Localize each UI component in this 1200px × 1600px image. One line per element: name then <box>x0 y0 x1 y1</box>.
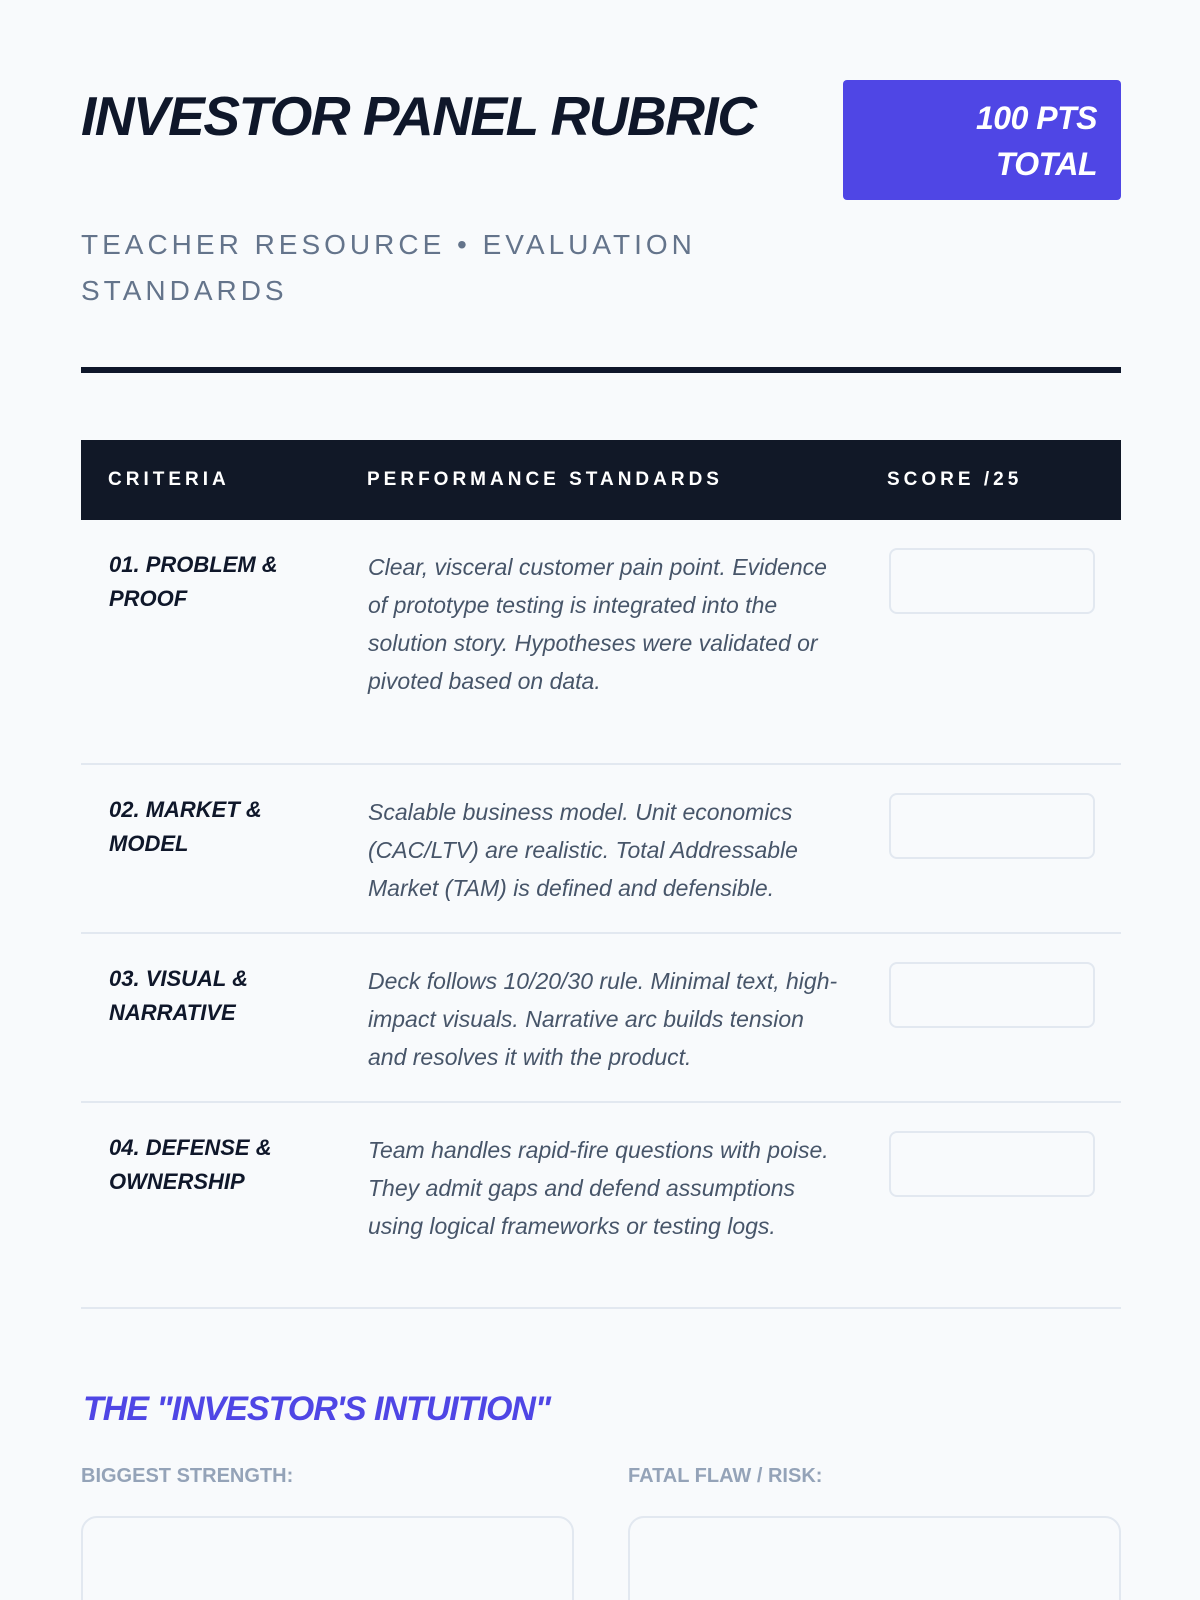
score-input[interactable] <box>889 1131 1095 1197</box>
criteria-cell: 01. PROBLEM & PROOF <box>109 552 278 611</box>
score-input[interactable] <box>889 793 1095 859</box>
page-subtitle: TEACHER RESOURCE • EVALUATION STANDARDS <box>81 229 696 306</box>
header-divider <box>81 367 1121 373</box>
biggest-strength-label: BIGGEST STRENGTH: <box>81 1465 294 1487</box>
fatal-flaw-field[interactable] <box>628 1516 1121 1600</box>
header <box>81 80 1121 310</box>
rubric-page <box>81 0 1121 1600</box>
table-row <box>81 934 1121 1103</box>
criteria-cell: 04. DEFENSE & OWNERSHIP <box>109 1135 272 1194</box>
table-row <box>81 765 1121 934</box>
standard-cell: Deck follows 10/20/30 rule. Minimal text, high-impact visuals. Narrative arc builds tension and resolves it with the product. <box>368 968 838 1070</box>
standard-cell: Scalable business model. Unit economics (CAC/LTV) are realistic. Total Addressable Market (TAM) is defined and defensible. <box>368 799 798 901</box>
fatal-flaw-label: FATAL FLAW / RISK: <box>628 1465 823 1487</box>
table-row <box>81 520 1121 765</box>
criteria-cell: 03. VISUAL & NARRATIVE <box>109 966 248 1025</box>
total-points-badge <box>843 80 1121 200</box>
score-input[interactable] <box>889 962 1095 1028</box>
intuition-section-title: THE "INVESTOR'S INTUITION" <box>83 1390 551 1428</box>
standard-cell: Clear, visceral customer pain point. Evidence of prototype testing is integrated into the solution story. Hypotheses were validated or pivoted based on data. <box>368 554 827 694</box>
table-row <box>81 1103 1121 1309</box>
criteria-cell: 02. MARKET & MODEL <box>109 797 262 856</box>
column-header-score: SCORE /25 <box>887 469 1023 490</box>
badge-points: 100 PTS <box>975 100 1097 136</box>
rubric-table <box>81 440 1121 1309</box>
column-header-criteria: CRITERIA <box>108 469 230 490</box>
page-title: INVESTOR PANEL RUBRIC <box>81 85 756 147</box>
column-header-standards: PERFORMANCE STANDARDS <box>367 469 723 490</box>
standard-cell: Team handles rapid-fire questions with poise. They admit gaps and defend assumptions using logical frameworks or testing logs. <box>368 1137 829 1239</box>
score-input[interactable] <box>889 548 1095 614</box>
badge-total: TOTAL <box>995 146 1097 182</box>
biggest-strength-field[interactable] <box>81 1516 574 1600</box>
table-header <box>81 440 1121 520</box>
